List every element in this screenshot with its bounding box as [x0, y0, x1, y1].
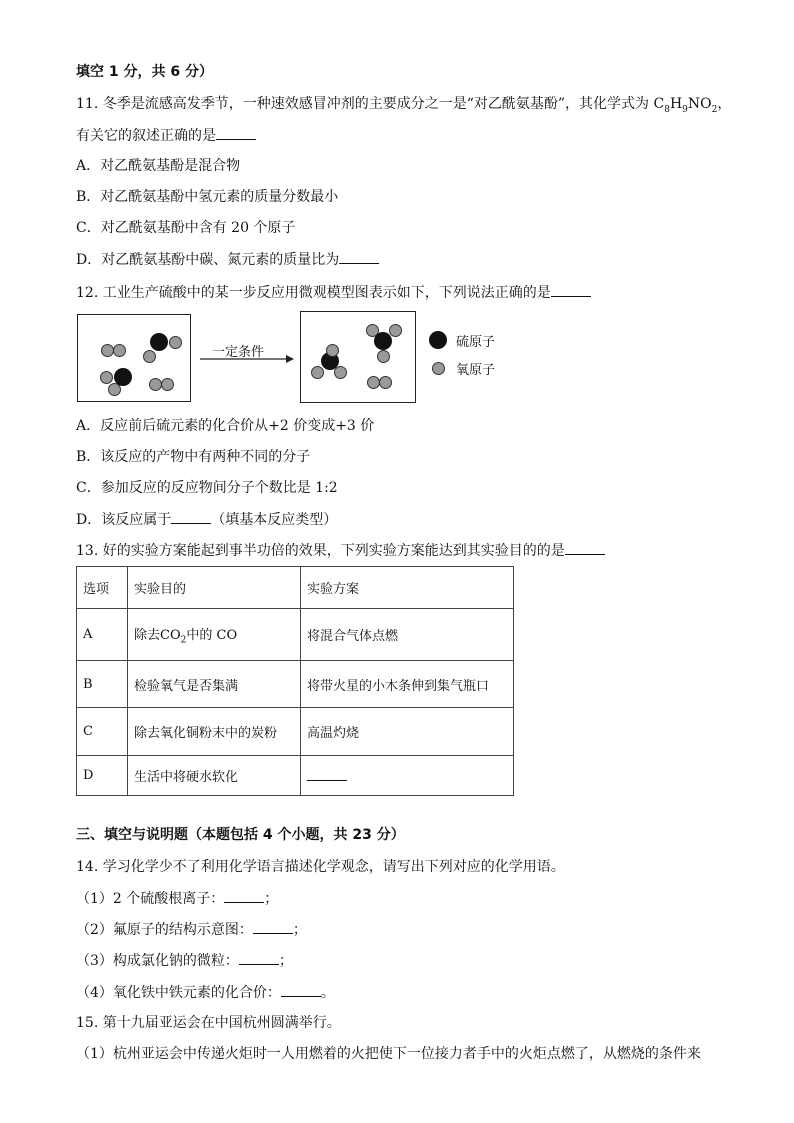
table-row — [77, 756, 514, 796]
formula-n: NO — [687, 96, 712, 112]
experiment-table — [76, 566, 514, 796]
table-row — [77, 708, 514, 756]
answer-blank[interactable] — [281, 982, 321, 997]
q15-item-1: （1）杭州亚运会中传递火炬时一人用燃着的火把使下一位接力者手中的火炬点燃了，从燃烧的条件来 — [76, 1046, 701, 1062]
oxygen-atom — [169, 336, 182, 349]
oxygen-atom — [379, 376, 392, 389]
q14-item-end: 。 — [320, 985, 335, 1001]
table-cell: 将带火星的小木条伸到集气瓶口 — [301, 661, 514, 708]
formula-sub-o: 2 — [711, 104, 718, 115]
q13-stem-text: 13. 好的实验方案能起到事半功倍的效果，下列实验方案能达到其实验目的的是 — [76, 543, 565, 559]
table-cell: 检验氧气是否集满 — [128, 661, 301, 708]
q11-stem — [76, 94, 731, 120]
table-cell: 除去氧化铜粉末中的炭粉 — [128, 708, 301, 756]
table-cell: D — [77, 756, 128, 796]
q11-stem-2-text: 有关它的叙述正确的是 — [76, 128, 216, 144]
oxygen-atom — [334, 366, 347, 379]
reactants-box — [77, 314, 191, 402]
table-cell: B — [77, 661, 128, 708]
table-row — [77, 661, 514, 708]
cell-text: 中的 CO — [186, 627, 238, 643]
oxygen-atom — [143, 350, 156, 363]
q14-item-4 — [76, 982, 335, 1003]
cell-text: 除去 — [134, 627, 161, 643]
q11-option-a: A．对乙酰氨基酚是混合物 — [76, 158, 241, 174]
section-3-heading: 三、填空与说明题（本题包括 4 个小题，共 23 分） — [76, 827, 405, 843]
q11-stem-text: 11. 冬季是流感高发季节，一种速效感冒冲剂的主要成分之一是“对乙酰氨基酚”，其化学式为 C — [76, 96, 665, 112]
co2-sub: 2 — [180, 635, 187, 646]
section-heading-tail: 填空 1 分，共 6 分） — [76, 64, 213, 80]
oxygen-atom — [108, 383, 121, 396]
legend-sulfur-icon — [429, 331, 447, 349]
q14-item-end: ； — [292, 922, 307, 938]
table-header: 实验方案 — [301, 567, 514, 609]
table-cell: A — [77, 609, 128, 661]
table-header: 实验目的 — [128, 567, 301, 609]
answer-blank[interactable] — [565, 540, 605, 555]
q14-item-text: （2）氟原子的结构示意图： — [76, 922, 253, 938]
table-row — [77, 609, 514, 661]
q12-stem — [76, 282, 591, 303]
formula-sub-c: 8 — [664, 104, 670, 115]
q14-item-end: ； — [264, 891, 279, 907]
answer-blank[interactable] — [339, 249, 379, 264]
legend-sulfur-label: 硫原子 — [456, 335, 496, 350]
q14-item-1 — [76, 888, 278, 909]
q13-stem — [76, 540, 605, 561]
answer-blank[interactable] — [253, 919, 293, 934]
legend-oxygen-icon — [432, 362, 445, 375]
answer-blank[interactable] — [307, 766, 347, 781]
q14-item-3 — [76, 950, 293, 971]
q12-option-c: C．参加反应的反应物间分子个数比是 1:2 — [76, 480, 338, 496]
oxygen-atom — [161, 378, 174, 391]
table-cell: 生活中将硬水软化 — [128, 756, 301, 796]
q14-stem: 14. 学习化学少不了利用化学语言描述化学观念，请写出下列对应的化学用语。 — [76, 859, 565, 875]
q14-item-text: （4）氧化铁中铁元素的化合价： — [76, 985, 281, 1001]
q12-stem-text: 12. 工业生产硫酸中的某一步反应用微观模型图表示如下，下列说法正确的是 — [76, 285, 551, 301]
arrow-label: 一定条件 — [212, 345, 265, 360]
table-header-row — [77, 567, 514, 609]
oxygen-atom — [100, 371, 113, 384]
answer-blank[interactable] — [171, 509, 211, 524]
oxygen-atom — [377, 350, 390, 363]
answer-blank[interactable] — [216, 125, 256, 140]
q12-option-d-tail: （填基本反应类型） — [211, 512, 338, 528]
co2-formula: CO — [160, 627, 181, 643]
answer-blank[interactable] — [224, 888, 264, 903]
table-cell: C — [77, 708, 128, 756]
table-header: 选项 — [77, 567, 128, 609]
oxygen-atom — [311, 366, 324, 379]
oxygen-atom — [326, 344, 339, 357]
q11-option-d-text: D．对乙酰氨基酚中碳、氮元素的质量比为 — [76, 252, 340, 268]
q11-stem-2 — [76, 125, 256, 146]
q12-option-a: A．反应前后硫元素的化合价从+2 价变成+3 价 — [76, 418, 375, 434]
table-cell — [301, 756, 514, 796]
sulfur-atom — [374, 332, 392, 350]
q12-option-b: B．该反应的产物中有两种不同的分子 — [76, 449, 311, 465]
q14-item-end: ； — [278, 953, 293, 969]
q14-item-text: （1）2 个硫酸根离子： — [76, 891, 225, 907]
table-cell: 将混合气体点燃 — [301, 609, 514, 661]
q14-item-2 — [76, 919, 307, 940]
q11-option-c: C．对乙酰氨基酚中含有 20 个原子 — [76, 220, 296, 236]
products-box — [300, 311, 416, 403]
legend-oxygen-label: 氧原子 — [456, 363, 496, 378]
q11-option-d — [76, 249, 379, 270]
answer-blank[interactable] — [239, 950, 279, 965]
table-cell: 高温灼烧 — [301, 708, 514, 756]
q11-option-b: B．对乙酰氨基酚中氢元素的质量分数最小 — [76, 189, 339, 205]
q15-stem: 15. 第十九届亚运会在中国杭州圆满举行。 — [76, 1015, 341, 1031]
answer-blank[interactable] — [551, 282, 591, 297]
oxygen-atom — [113, 344, 126, 357]
q12-option-d-text: D．该反应属于 — [76, 512, 172, 528]
q11-stem-end: ， — [717, 96, 732, 112]
reaction-arrow-icon — [198, 352, 296, 366]
table-cell — [128, 609, 301, 661]
oxygen-atom — [389, 324, 402, 337]
formula-sub-h: 9 — [682, 104, 688, 115]
formula-h: H — [669, 96, 683, 112]
sulfur-atom — [150, 333, 168, 351]
q14-item-text: （3）构成氯化钠的微粒： — [76, 953, 239, 969]
q12-option-d — [76, 509, 337, 530]
